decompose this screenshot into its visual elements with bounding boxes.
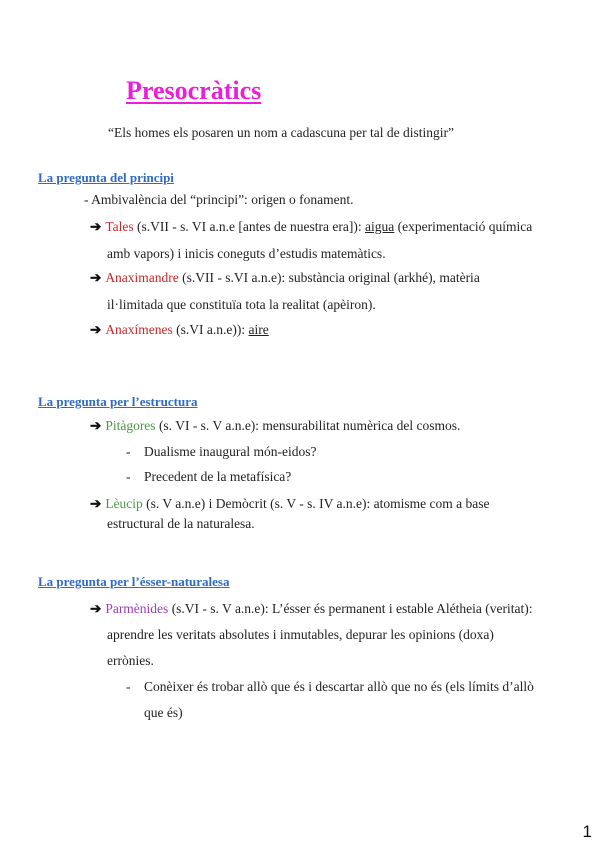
arrow-icon: ➔ (90, 270, 102, 285)
philosopher-name: Anaxímenes (105, 322, 173, 337)
sub-item: - Precedent de la metafísica? (126, 467, 291, 487)
list-item-continuation: aprendre les veritats absolutes i inmutables, depurar les opinions (doxa) (107, 627, 494, 642)
dash-bullet: - (126, 444, 131, 459)
arrow-icon: ➔ (90, 418, 102, 433)
list-item: ➔ Pitàgores (s. VI - s. V a.n.e): mensurabilitat numèrica del cosmos. (90, 418, 461, 433)
epigraph-quote: “Els homes els posaren un nom a cadascuna per tal de distingir” (108, 125, 455, 140)
sub-item: - Dualisme inaugural món-eidos? (126, 442, 316, 462)
philosopher-name: Pitàgores (105, 418, 156, 433)
page-number: 1 (582, 822, 592, 841)
arrow-icon: ➔ (90, 601, 102, 616)
list-item-continuation: estructural de la naturalesa. (107, 516, 255, 531)
section-intro: - Ambivalència del “principi”: origen o fonament. (84, 192, 354, 207)
list-item-continuation: il·limitada que constituïa tota la realitat (apèiron). (107, 297, 376, 312)
section-heading-estructura: La pregunta per l’estructura (38, 394, 198, 409)
arrow-icon: ➔ (90, 219, 102, 234)
list-item-continuation: errònies. (107, 653, 154, 668)
philosopher-name: Anaximandre (105, 270, 179, 285)
arrow-icon: ➔ (90, 322, 102, 337)
section-heading-principi: La pregunta del principi (38, 170, 174, 185)
arche-key: aigua (365, 219, 395, 234)
page-title: Presocràtics (126, 76, 262, 105)
arrow-icon: ➔ (90, 496, 102, 511)
list-item-continuation: amb vapors) i inicis coneguts d’estudis matemàtics. (107, 246, 386, 261)
list-item: ➔ Tales (s.VII - s. VI a.n.e [antes de nuestra era]): aigua (experimentació química (90, 219, 533, 234)
list-item: ➔ Anaxímenes (s.VI a.n.e)): aire (90, 322, 269, 337)
list-item: ➔ Parmènides (s.VI - s. V a.n.e): L’ésser és permanent i estable Alétheia (veritat): (90, 601, 533, 616)
philosopher-name: Lèucip (105, 496, 143, 511)
section-heading-esser: La pregunta per l’ésser-naturalesa (38, 574, 230, 589)
dash-bullet: - (126, 679, 131, 694)
sub-item-continuation: que és) (144, 705, 183, 720)
sub-item: - Conèixer és trobar allò que és i descartar allò que no és (els límits d’allò (126, 677, 534, 697)
philosopher-name: Tales (105, 219, 134, 234)
philosopher-name: Parmènides (105, 601, 169, 616)
list-item: ➔ Anaximandre (s.VII - s.VI a.n.e): substància original (arkhé), matèria (90, 270, 480, 285)
list-item: ➔ Lèucip (s. V a.n.e) i Demòcrit (s. V - s. IV a.n.e): atomisme com a base (90, 496, 490, 511)
arche-key: aire (248, 322, 269, 337)
dash-bullet: - (126, 469, 131, 484)
